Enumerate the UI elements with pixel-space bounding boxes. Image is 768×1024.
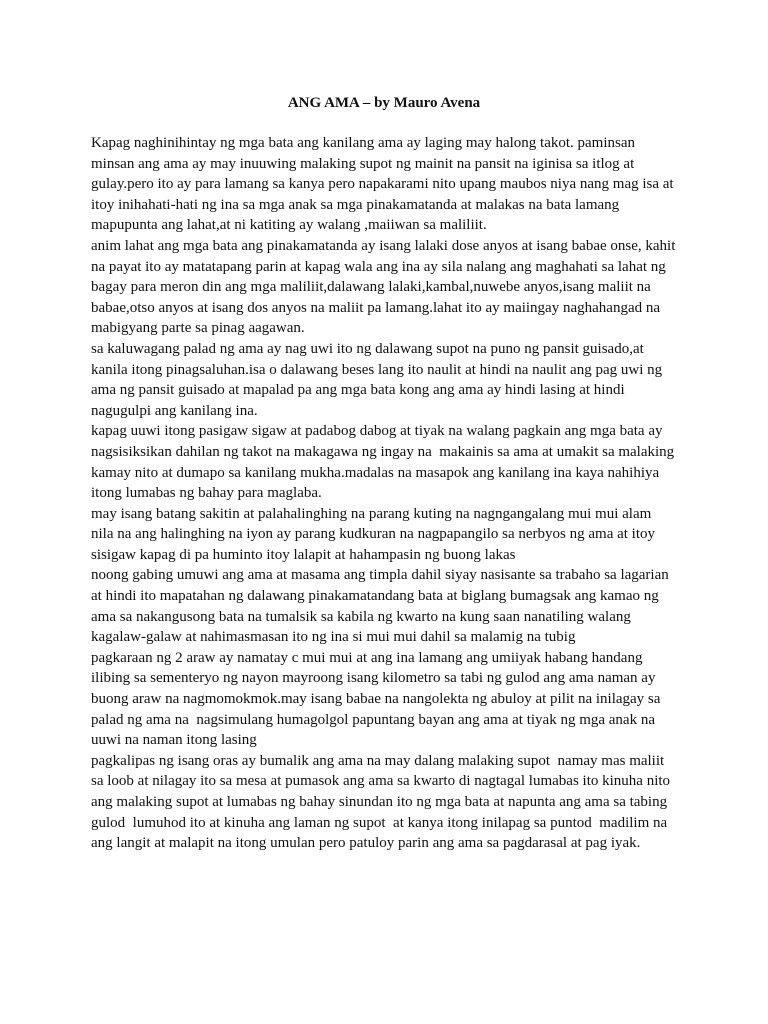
text-line: anim lahat ang mga bata ang pinakamatanda ay isang lalaki dose anyos at isang babae onse, kahit: [91, 237, 676, 254]
text-line: nila na ang halinghing na iyon ay parang kudkuran na nagpapangilo sa nerbyos ng ama at itoy: [91, 526, 656, 543]
document-body: [91, 133, 711, 854]
text-line: ilibing sa sementeryo ng nayon mayroong isang kilometro sa tabi ng gulod ang ama naman ay: [91, 670, 656, 687]
text-line: sisigaw kapag di pa huminto itoy lalapit at hahampasin ng buong lakas: [91, 546, 516, 563]
text-line: pagkalipas ng isang oras ay bumalik ang ama na may dalang malaking supot namay mas maliit: [91, 752, 665, 769]
text-line: noong gabing umuwi ang ama at masama ang timpla dahil siyay nasisante sa trabaho sa lagarian: [91, 567, 669, 584]
text-line: ama ng pansit guisado at mapalad pa ang mga bata kong ang ama ay hindi lasing at hindi: [91, 382, 625, 399]
text-line: ang malaking supot at lumabas ng bahay sinundan ito ng mga bata at napunta ang ama sa tabing: [91, 794, 668, 810]
text-line: kamay nito at dumapo sa kanilang mukha.madalas na masapok ang kanilang ina kaya nahihiya: [91, 464, 660, 481]
text-line: kagalaw-galaw at nahimasmasan ito ng ina si mui mui dahil sa malamig na tubig: [91, 629, 576, 646]
text-line: buong araw na nagmomokmok.may isang babae na nangolekta ng abuloy at pilit na inilagay sa: [91, 691, 661, 708]
text-line: minsan ang ama ay may inuuwing malaking supot ng mainit na pansit na iginisa sa itlog at: [91, 155, 635, 172]
text-line: kanila itong pinagsaluhan.isa o dalawang beses lang ito naulit at hindi na naulit ang pag uwi ng: [91, 361, 663, 378]
text-line: ang langit at malapit na itong umulan pero patuloy parin ang ama sa pagdarasal at pag iyak.: [91, 835, 641, 852]
document-title: ANG AMA – by Mauro Avena: [287, 95, 481, 111]
text-line: mabigyang parte sa pinag aagawan.: [91, 320, 305, 337]
text-line: sa loob at nilagay ito sa mesa at pumasok ang ama sa kwarto di nagtagal lumabas ito kinuha nito: [91, 773, 671, 790]
text-line: sa kaluwagang palad ng ama ay nag uwi ito ng dalawang supot na puno ng pansit guisado,at: [91, 340, 644, 357]
text-line: at hindi ito mapatahan ng dalawang pinakamatandang bata at biglang bumagsak ang kamao ng: [91, 588, 659, 605]
text-line: itong lumabas ng bahay para maglaba.: [91, 485, 322, 502]
text-line: ama sa nakangusong bata na tumalsik sa kabila ng kwarto na kung saan nanatiling walang: [91, 608, 631, 625]
text-line: bagay para meron din ang mga maliliit,dalawang lalaki,kambal,nuwebe anyos,isang maliit na: [91, 279, 651, 296]
text-line: nagsisiksikan dahilan ng takot na makagawa ng ingay na makainis sa ama at umakit sa malaking: [91, 443, 675, 460]
text-line: babae,otso anyos at isang dos anyos na maliit pa lamang.lahat ito ay maiingay naghahangad na: [91, 299, 661, 316]
text-line: gulay.pero ito ay para lamang sa kanya pero napakarami nito upang maubos niya nang mag isa at: [91, 176, 674, 193]
text-line: palad ng ama na nagsimulang humagolgol papuntang bayan ang ama at tiyak ng mga anak na: [91, 711, 655, 728]
text-line: Kapag naghinihintay ng mga bata ang kanilang ama ay laging may halong takot. paminsan: [91, 135, 636, 151]
text-line: gulod lumuhod ito at kinuha ang laman ng supot at kanya itong inilapag sa puntod madilim na: [91, 814, 668, 831]
text-line: nagugulpi ang kanilang ina.: [91, 402, 258, 419]
text-line: na payat ito ay matatapang parin at kapag wala ang ina ay sila nalang ang maghahati sa lahat ng: [91, 258, 666, 275]
text-line: itoy inihahati-hati ng ina sa mga anak sa mga pinakamatanda at malakas na bata lamang: [91, 196, 620, 213]
text-line: uuwi na naman itong lasing: [91, 732, 257, 749]
text-line: may isang batang sakitin at palahalinghing na parang kuting na nagngangalang mui mui alam: [91, 505, 652, 522]
text-line: pagkaraan ng 2 araw ay namatay c mui mui at ang ina lamang ang umiiyak habang handang: [91, 649, 643, 666]
text-line: kapag uuwi itong pasigaw sigaw at padabog dabog at tiyak na walang pagkain ang mga bata ay: [91, 423, 663, 440]
text-line: mapupunta ang lahat,at ni katiting ay walang ,maiiwan sa maliliit.: [91, 217, 487, 234]
